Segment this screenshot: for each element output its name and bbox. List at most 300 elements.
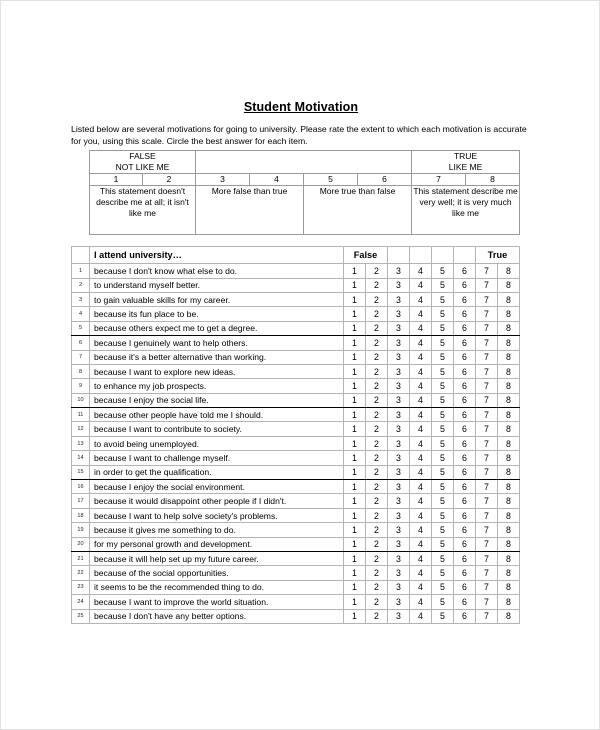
rating-option-1[interactable]: 1 xyxy=(344,422,366,436)
rating-option-8[interactable]: 8 xyxy=(498,292,520,306)
rating-option-8[interactable]: 8 xyxy=(498,609,520,623)
rating-option-8[interactable]: 8 xyxy=(498,552,520,566)
rating-option-6[interactable]: 6 xyxy=(454,595,476,609)
scale-number-7: 7 xyxy=(412,174,466,186)
rating-option-8[interactable]: 8 xyxy=(498,393,520,407)
scale-number-3: 3 xyxy=(196,174,250,186)
scale-number-6: 6 xyxy=(358,174,412,186)
item-statement: it seems to be the recommended thing to do. xyxy=(90,580,344,594)
rating-option-1[interactable]: 1 xyxy=(344,465,366,479)
rating-option-7[interactable]: 7 xyxy=(476,465,498,479)
table-row xyxy=(72,422,520,436)
rating-option-7[interactable]: 7 xyxy=(476,508,498,522)
rating-option-7[interactable]: 7 xyxy=(476,422,498,436)
rating-option-8[interactable]: 8 xyxy=(498,422,520,436)
rating-option-7[interactable]: 7 xyxy=(476,451,498,465)
rating-option-5[interactable]: 5 xyxy=(432,609,454,623)
rating-option-3[interactable]: 3 xyxy=(388,321,410,335)
rating-option-4[interactable]: 4 xyxy=(410,508,432,522)
table-row xyxy=(72,264,520,278)
rating-option-2[interactable]: 2 xyxy=(366,292,388,306)
rating-option-7[interactable]: 7 xyxy=(476,364,498,378)
scale-description-row xyxy=(90,186,520,235)
rating-option-7[interactable]: 7 xyxy=(476,552,498,566)
rating-option-6[interactable]: 6 xyxy=(454,494,476,508)
rating-option-1[interactable]: 1 xyxy=(344,307,366,321)
rating-option-3[interactable]: 3 xyxy=(388,609,410,623)
rating-option-4[interactable]: 4 xyxy=(410,307,432,321)
rating-option-4[interactable]: 4 xyxy=(410,278,432,292)
rating-option-3[interactable]: 3 xyxy=(388,350,410,364)
rating-option-6[interactable]: 6 xyxy=(454,508,476,522)
item-statement: because it's a better alternative than working. xyxy=(90,350,344,364)
table-row xyxy=(72,436,520,450)
rating-option-2[interactable]: 2 xyxy=(366,321,388,335)
rating-option-6[interactable]: 6 xyxy=(454,264,476,278)
rating-option-6[interactable]: 6 xyxy=(454,436,476,450)
item-statement: because I want to help solve society's problems. xyxy=(90,508,344,522)
item-statement: to gain valuable skills for my career. xyxy=(90,292,344,306)
table-row xyxy=(72,595,520,609)
questionnaire-sheet xyxy=(1,1,600,624)
rating-option-1[interactable]: 1 xyxy=(344,451,366,465)
rating-option-6[interactable]: 6 xyxy=(454,336,476,350)
rating-option-4[interactable]: 4 xyxy=(410,292,432,306)
item-number: 8 xyxy=(72,364,90,378)
rating-option-4[interactable]: 4 xyxy=(410,595,432,609)
rating-option-1[interactable]: 1 xyxy=(344,508,366,522)
rating-option-1[interactable]: 1 xyxy=(344,566,366,580)
items-section xyxy=(1,246,600,624)
rating-option-7[interactable]: 7 xyxy=(476,292,498,306)
scale-description-4: This statement describe me very well; it is very much like me xyxy=(412,186,520,235)
rating-option-7[interactable]: 7 xyxy=(476,278,498,292)
rating-option-2[interactable]: 2 xyxy=(366,465,388,479)
rating-option-2[interactable]: 2 xyxy=(366,393,388,407)
rating-option-4[interactable]: 4 xyxy=(410,364,432,378)
rating-option-5[interactable]: 5 xyxy=(432,508,454,522)
items-table xyxy=(71,246,520,624)
rating-option-6[interactable]: 6 xyxy=(454,480,476,494)
rating-option-8[interactable]: 8 xyxy=(498,494,520,508)
rating-option-5[interactable]: 5 xyxy=(432,480,454,494)
rating-option-8[interactable]: 8 xyxy=(498,465,520,479)
item-statement: because I want to contribute to society. xyxy=(90,422,344,436)
table-row xyxy=(72,508,520,522)
rating-option-8[interactable]: 8 xyxy=(498,566,520,580)
rating-option-6[interactable]: 6 xyxy=(454,580,476,594)
rating-option-3[interactable]: 3 xyxy=(388,307,410,321)
item-statement: because it gives me something to do. xyxy=(90,523,344,537)
rating-option-4[interactable]: 4 xyxy=(410,523,432,537)
rating-option-3[interactable]: 3 xyxy=(388,552,410,566)
scale-number-row xyxy=(90,174,520,186)
rating-option-7[interactable]: 7 xyxy=(476,264,498,278)
rating-option-5[interactable]: 5 xyxy=(432,350,454,364)
rating-option-7[interactable]: 7 xyxy=(476,350,498,364)
rating-option-5[interactable]: 5 xyxy=(432,566,454,580)
item-number: 13 xyxy=(72,436,90,450)
rating-option-1[interactable]: 1 xyxy=(344,480,366,494)
rating-option-3[interactable]: 3 xyxy=(388,595,410,609)
rating-option-5[interactable]: 5 xyxy=(432,451,454,465)
item-number: 16 xyxy=(72,480,90,494)
item-statement: to enhance my job prospects. xyxy=(90,379,344,393)
items-header-blank-5 xyxy=(432,247,454,264)
rating-option-5[interactable]: 5 xyxy=(432,595,454,609)
rating-option-1[interactable]: 1 xyxy=(344,595,366,609)
item-statement: for my personal growth and development. xyxy=(90,537,344,551)
rating-option-7[interactable]: 7 xyxy=(476,336,498,350)
rating-option-2[interactable]: 2 xyxy=(366,537,388,551)
item-number: 4 xyxy=(72,307,90,321)
rating-option-6[interactable]: 6 xyxy=(454,278,476,292)
rating-option-1[interactable]: 1 xyxy=(344,523,366,537)
item-number: 14 xyxy=(72,451,90,465)
item-number: 3 xyxy=(72,292,90,306)
rating-option-4[interactable]: 4 xyxy=(410,436,432,450)
table-row xyxy=(72,364,520,378)
scale-anchor-middle-blank xyxy=(196,151,412,174)
rating-option-6[interactable]: 6 xyxy=(454,307,476,321)
rating-option-2[interactable]: 2 xyxy=(366,451,388,465)
rating-option-7[interactable]: 7 xyxy=(476,494,498,508)
item-statement: because of the social opportunities. xyxy=(90,566,344,580)
rating-option-4[interactable]: 4 xyxy=(410,451,432,465)
rating-option-2[interactable]: 2 xyxy=(366,379,388,393)
rating-option-6[interactable]: 6 xyxy=(454,321,476,335)
scale-anchor-false xyxy=(90,151,196,174)
rating-option-3[interactable]: 3 xyxy=(388,451,410,465)
rating-option-2[interactable]: 2 xyxy=(366,523,388,537)
table-row xyxy=(72,494,520,508)
scale-number-1: 1 xyxy=(90,174,143,186)
rating-option-5[interactable]: 5 xyxy=(432,494,454,508)
rating-option-2[interactable]: 2 xyxy=(366,595,388,609)
item-statement: because others expect me to get a degree. xyxy=(90,321,344,335)
rating-option-8[interactable]: 8 xyxy=(498,408,520,422)
rating-option-1[interactable]: 1 xyxy=(344,364,366,378)
rating-option-3[interactable]: 3 xyxy=(388,537,410,551)
item-number: 21 xyxy=(72,552,90,566)
rating-option-6[interactable]: 6 xyxy=(454,609,476,623)
rating-option-8[interactable]: 8 xyxy=(498,436,520,450)
rating-option-1[interactable]: 1 xyxy=(344,436,366,450)
table-row xyxy=(72,278,520,292)
rating-option-3[interactable]: 3 xyxy=(388,408,410,422)
scale-anchor-false-line2: NOT LIKE ME xyxy=(115,162,170,173)
rating-option-5[interactable]: 5 xyxy=(432,292,454,306)
rating-option-8[interactable]: 8 xyxy=(498,336,520,350)
scale-anchor-true-line2: LIKE ME xyxy=(448,162,483,173)
rating-option-4[interactable]: 4 xyxy=(410,379,432,393)
rating-option-5[interactable]: 5 xyxy=(432,408,454,422)
item-number: 1 xyxy=(72,264,90,278)
item-number: 17 xyxy=(72,494,90,508)
rating-option-5[interactable]: 5 xyxy=(432,321,454,335)
rating-option-1[interactable]: 1 xyxy=(344,552,366,566)
rating-option-3[interactable]: 3 xyxy=(388,292,410,306)
item-statement: because I enjoy the social life. xyxy=(90,393,344,407)
rating-option-8[interactable]: 8 xyxy=(498,523,520,537)
item-number: 7 xyxy=(72,350,90,364)
rating-option-2[interactable]: 2 xyxy=(366,566,388,580)
scale-description-3: More true than false xyxy=(304,186,412,235)
items-header-false: False xyxy=(344,247,388,264)
item-number: 20 xyxy=(72,537,90,551)
rating-option-5[interactable]: 5 xyxy=(432,278,454,292)
table-row xyxy=(72,523,520,537)
rating-option-6[interactable]: 6 xyxy=(454,292,476,306)
scale-number-4: 4 xyxy=(250,174,304,186)
rating-option-4[interactable]: 4 xyxy=(410,609,432,623)
table-row xyxy=(72,350,520,364)
table-row xyxy=(72,307,520,321)
rating-option-2[interactable]: 2 xyxy=(366,422,388,436)
table-row xyxy=(72,609,520,623)
rating-option-5[interactable]: 5 xyxy=(432,379,454,393)
item-statement: because I genuinely want to help others. xyxy=(90,336,344,350)
rating-option-7[interactable]: 7 xyxy=(476,595,498,609)
rating-option-5[interactable]: 5 xyxy=(432,537,454,551)
rating-option-2[interactable]: 2 xyxy=(366,494,388,508)
item-statement: to understand myself better. xyxy=(90,278,344,292)
rating-option-7[interactable]: 7 xyxy=(476,393,498,407)
rating-option-1[interactable]: 1 xyxy=(344,408,366,422)
rating-option-2[interactable]: 2 xyxy=(366,508,388,522)
rating-option-8[interactable]: 8 xyxy=(498,580,520,594)
item-number: 22 xyxy=(72,566,90,580)
items-header-row xyxy=(72,247,520,264)
rating-option-5[interactable]: 5 xyxy=(432,393,454,407)
rating-option-1[interactable]: 1 xyxy=(344,321,366,335)
rating-option-3[interactable]: 3 xyxy=(388,523,410,537)
rating-option-4[interactable]: 4 xyxy=(410,393,432,407)
item-number: 18 xyxy=(72,508,90,522)
rating-option-4[interactable]: 4 xyxy=(410,465,432,479)
rating-option-3[interactable]: 3 xyxy=(388,336,410,350)
rating-option-5[interactable]: 5 xyxy=(432,264,454,278)
rating-option-3[interactable]: 3 xyxy=(388,436,410,450)
rating-option-1[interactable]: 1 xyxy=(344,278,366,292)
item-number: 19 xyxy=(72,523,90,537)
rating-option-4[interactable]: 4 xyxy=(410,408,432,422)
table-row xyxy=(72,552,520,566)
rating-option-1[interactable]: 1 xyxy=(344,494,366,508)
rating-option-8[interactable]: 8 xyxy=(498,321,520,335)
scale-table xyxy=(89,150,520,235)
rating-option-8[interactable]: 8 xyxy=(498,508,520,522)
rating-option-1[interactable]: 1 xyxy=(344,537,366,551)
rating-option-6[interactable]: 6 xyxy=(454,451,476,465)
item-number: 23 xyxy=(72,580,90,594)
rating-option-2[interactable]: 2 xyxy=(366,350,388,364)
rating-option-2[interactable]: 2 xyxy=(366,436,388,450)
rating-option-1[interactable]: 1 xyxy=(344,580,366,594)
rating-option-5[interactable]: 5 xyxy=(432,580,454,594)
rating-option-4[interactable]: 4 xyxy=(410,336,432,350)
rating-option-8[interactable]: 8 xyxy=(498,278,520,292)
item-number: 5 xyxy=(72,321,90,335)
rating-option-4[interactable]: 4 xyxy=(410,480,432,494)
rating-option-4[interactable]: 4 xyxy=(410,422,432,436)
items-header-blank-3 xyxy=(388,247,410,264)
rating-option-6[interactable]: 6 xyxy=(454,523,476,537)
rating-option-3[interactable]: 3 xyxy=(388,393,410,407)
rating-option-3[interactable]: 3 xyxy=(388,566,410,580)
item-number: 6 xyxy=(72,336,90,350)
item-number: 11 xyxy=(72,408,90,422)
rating-option-4[interactable]: 4 xyxy=(410,552,432,566)
rating-option-6[interactable]: 6 xyxy=(454,393,476,407)
rating-option-1[interactable]: 1 xyxy=(344,336,366,350)
item-number: 24 xyxy=(72,595,90,609)
rating-option-5[interactable]: 5 xyxy=(432,307,454,321)
table-row xyxy=(72,393,520,407)
rating-option-2[interactable]: 2 xyxy=(366,278,388,292)
rating-option-5[interactable]: 5 xyxy=(432,364,454,378)
rating-option-2[interactable]: 2 xyxy=(366,480,388,494)
item-statement: because other people have told me I should. xyxy=(90,408,344,422)
item-number: 9 xyxy=(72,379,90,393)
rating-option-4[interactable]: 4 xyxy=(410,321,432,335)
rating-option-7[interactable]: 7 xyxy=(476,523,498,537)
item-statement: because I don't know what else to do. xyxy=(90,264,344,278)
rating-option-4[interactable]: 4 xyxy=(410,537,432,551)
rating-option-7[interactable]: 7 xyxy=(476,580,498,594)
rating-option-1[interactable]: 1 xyxy=(344,292,366,306)
item-statement: because I enjoy the social environment. xyxy=(90,480,344,494)
rating-option-2[interactable]: 2 xyxy=(366,264,388,278)
item-number: 25 xyxy=(72,609,90,623)
rating-option-3[interactable]: 3 xyxy=(388,480,410,494)
rating-option-6[interactable]: 6 xyxy=(454,408,476,422)
rating-option-3[interactable]: 3 xyxy=(388,422,410,436)
rating-option-2[interactable]: 2 xyxy=(366,307,388,321)
rating-option-8[interactable]: 8 xyxy=(498,364,520,378)
rating-option-3[interactable]: 3 xyxy=(388,264,410,278)
rating-option-8[interactable]: 8 xyxy=(498,451,520,465)
item-statement: because its fun place to be. xyxy=(90,307,344,321)
table-row xyxy=(72,566,520,580)
instructions-text: Listed below are several motivations for going to university. Please rate the extent to which each motivation is accurate for you, using this scale. Circle the best answer for each item. xyxy=(71,124,527,147)
scale-number-2: 2 xyxy=(143,174,196,186)
rating-option-2[interactable]: 2 xyxy=(366,580,388,594)
rating-option-3[interactable]: 3 xyxy=(388,278,410,292)
item-number: 10 xyxy=(72,393,90,407)
items-header-blank-6 xyxy=(454,247,476,264)
rating-option-4[interactable]: 4 xyxy=(410,264,432,278)
items-header-number xyxy=(72,247,90,264)
rating-option-8[interactable]: 8 xyxy=(498,350,520,364)
rating-option-4[interactable]: 4 xyxy=(410,566,432,580)
rating-option-4[interactable]: 4 xyxy=(410,350,432,364)
items-body xyxy=(72,264,520,624)
scale-anchor-false-line1: FALSE xyxy=(129,151,156,162)
rating-option-6[interactable]: 6 xyxy=(454,379,476,393)
rating-option-5[interactable]: 5 xyxy=(432,422,454,436)
table-row xyxy=(72,408,520,422)
rating-option-2[interactable]: 2 xyxy=(366,552,388,566)
rating-option-7[interactable]: 7 xyxy=(476,537,498,551)
rating-option-6[interactable]: 6 xyxy=(454,537,476,551)
rating-option-7[interactable]: 7 xyxy=(476,307,498,321)
rating-option-4[interactable]: 4 xyxy=(410,494,432,508)
scale-anchor-row xyxy=(90,151,520,174)
rating-option-8[interactable]: 8 xyxy=(498,264,520,278)
rating-option-1[interactable]: 1 xyxy=(344,609,366,623)
rating-option-5[interactable]: 5 xyxy=(432,336,454,350)
rating-option-3[interactable]: 3 xyxy=(388,580,410,594)
rating-option-6[interactable]: 6 xyxy=(454,422,476,436)
rating-option-7[interactable]: 7 xyxy=(476,379,498,393)
rating-option-2[interactable]: 2 xyxy=(366,609,388,623)
rating-option-7[interactable]: 7 xyxy=(476,480,498,494)
page-title: Student Motivation xyxy=(243,100,359,114)
rating-option-4[interactable]: 4 xyxy=(410,580,432,594)
rating-option-8[interactable]: 8 xyxy=(498,307,520,321)
rating-option-6[interactable]: 6 xyxy=(454,364,476,378)
rating-option-2[interactable]: 2 xyxy=(366,408,388,422)
rating-option-8[interactable]: 8 xyxy=(498,537,520,551)
table-row xyxy=(72,292,520,306)
rating-option-3[interactable]: 3 xyxy=(388,494,410,508)
item-number: 12 xyxy=(72,422,90,436)
rating-option-1[interactable]: 1 xyxy=(344,393,366,407)
rating-option-5[interactable]: 5 xyxy=(432,465,454,479)
rating-option-1[interactable]: 1 xyxy=(344,264,366,278)
rating-option-8[interactable]: 8 xyxy=(498,379,520,393)
item-number: 15 xyxy=(72,465,90,479)
item-statement: in order to get the qualification. xyxy=(90,465,344,479)
rating-option-5[interactable]: 5 xyxy=(432,436,454,450)
rating-option-6[interactable]: 6 xyxy=(454,465,476,479)
item-statement: because I want to improve the world situation. xyxy=(90,595,344,609)
rating-option-6[interactable]: 6 xyxy=(454,566,476,580)
scale-description-1: This statement doesn't describe me at all; it isn't like me xyxy=(90,186,196,235)
rating-option-1[interactable]: 1 xyxy=(344,379,366,393)
scale-anchor-true xyxy=(412,151,520,174)
rating-option-7[interactable]: 7 xyxy=(476,321,498,335)
rating-option-3[interactable]: 3 xyxy=(388,465,410,479)
rating-option-3[interactable]: 3 xyxy=(388,379,410,393)
rating-option-8[interactable]: 8 xyxy=(498,480,520,494)
scale-description-2: More false than true xyxy=(196,186,304,235)
rating-option-6[interactable]: 6 xyxy=(454,350,476,364)
table-row xyxy=(72,580,520,594)
item-statement: because I don't have any better options. xyxy=(90,609,344,623)
scale-legend xyxy=(1,150,600,235)
rating-option-7[interactable]: 7 xyxy=(476,436,498,450)
rating-option-5[interactable]: 5 xyxy=(432,552,454,566)
table-row xyxy=(72,379,520,393)
item-statement: because it will help set up my future career. xyxy=(90,552,344,566)
rating-option-2[interactable]: 2 xyxy=(366,336,388,350)
rating-option-7[interactable]: 7 xyxy=(476,609,498,623)
rating-option-8[interactable]: 8 xyxy=(498,595,520,609)
rating-option-3[interactable]: 3 xyxy=(388,508,410,522)
table-row xyxy=(72,451,520,465)
rating-option-7[interactable]: 7 xyxy=(476,408,498,422)
rating-option-6[interactable]: 6 xyxy=(454,552,476,566)
rating-option-2[interactable]: 2 xyxy=(366,364,388,378)
rating-option-3[interactable]: 3 xyxy=(388,364,410,378)
rating-option-1[interactable]: 1 xyxy=(344,350,366,364)
rating-option-5[interactable]: 5 xyxy=(432,523,454,537)
scale-number-5: 5 xyxy=(304,174,358,186)
rating-option-7[interactable]: 7 xyxy=(476,566,498,580)
table-row xyxy=(72,480,520,494)
